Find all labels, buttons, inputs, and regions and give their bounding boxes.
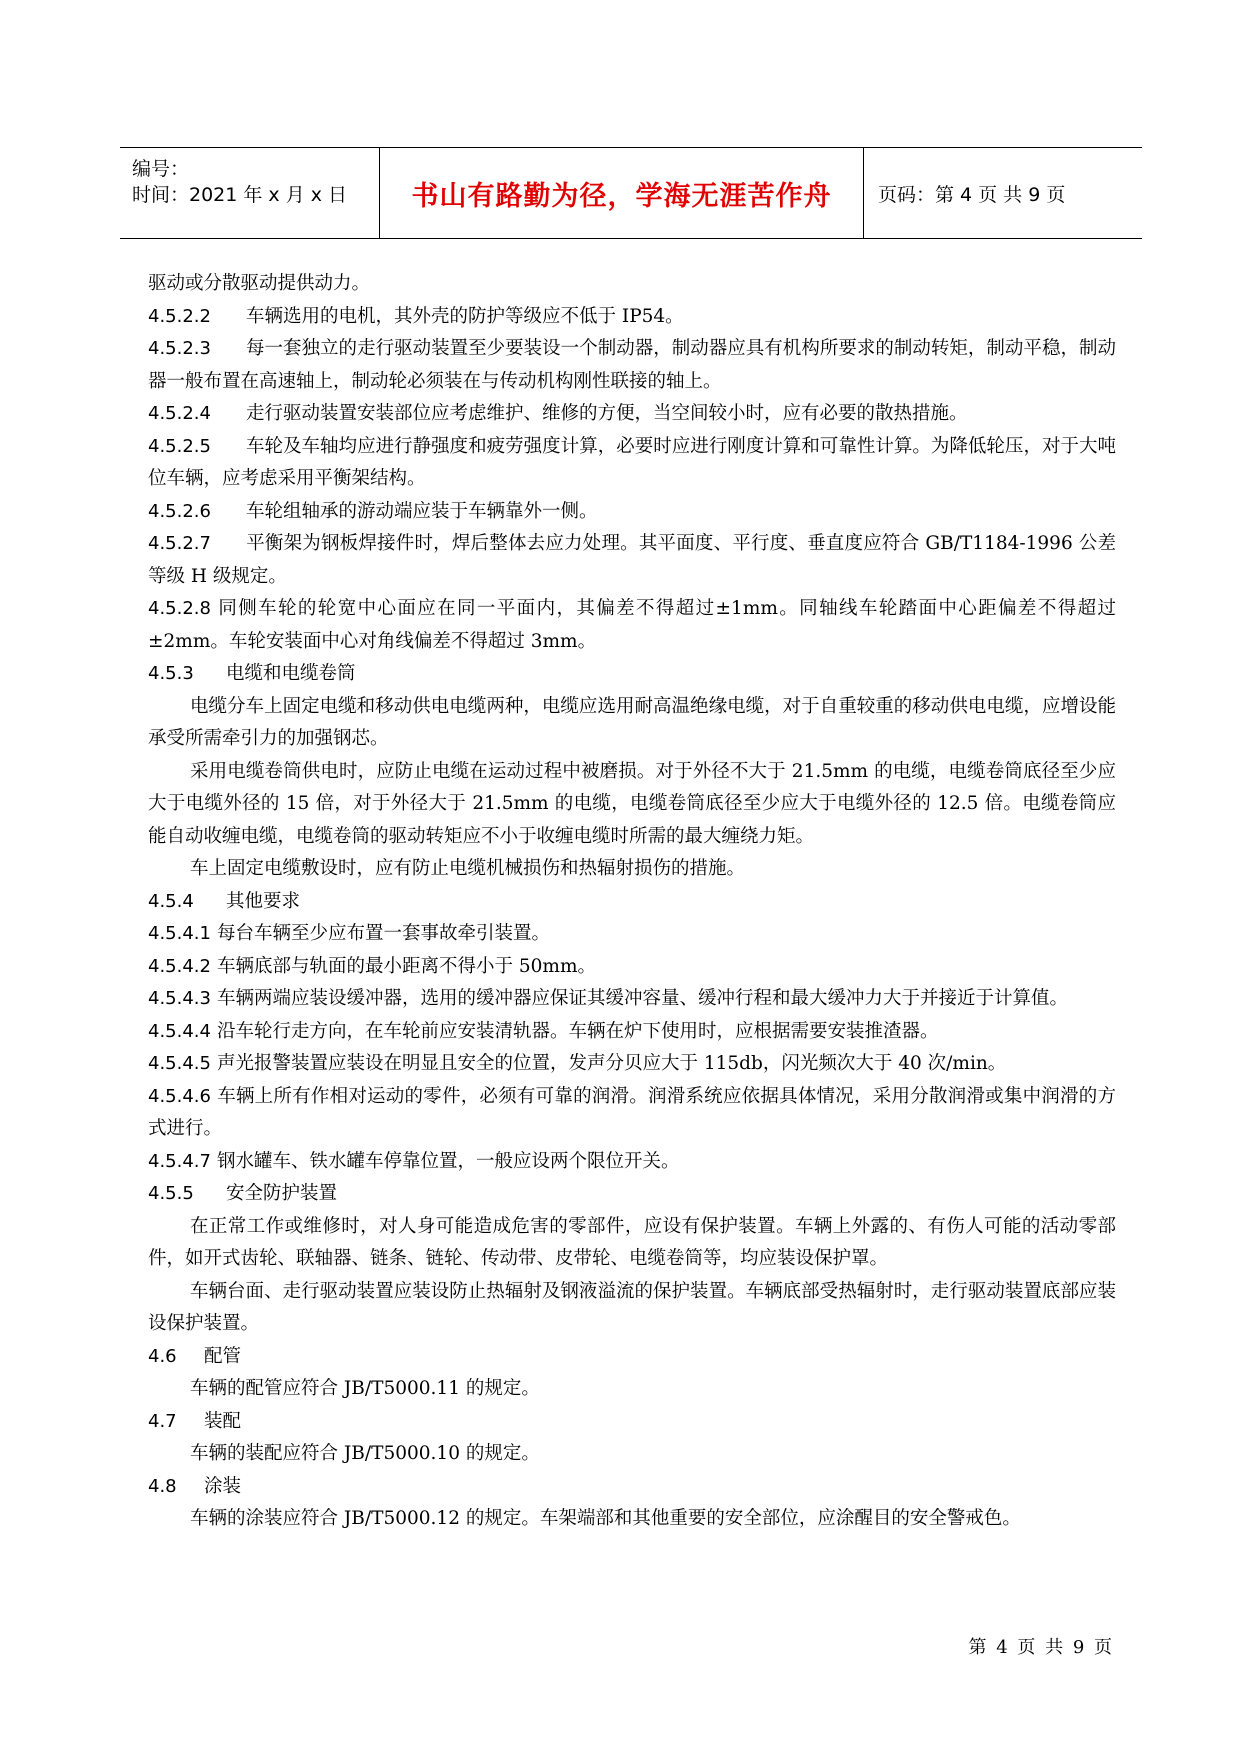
clause-number: 4.5.2.6 xyxy=(148,500,211,522)
section-4-5-4-heading xyxy=(148,886,1116,919)
section-number: 4.5.5 xyxy=(148,1183,194,1204)
paragraph xyxy=(148,268,1116,301)
clause-4-5-2-6 xyxy=(148,496,1116,529)
clause-4-5-2-5 xyxy=(148,431,1116,496)
clause-number: 4.5.2.3 xyxy=(148,338,211,359)
section-title: 配管 xyxy=(204,1345,242,1367)
clause-text: 车辆上所有作相对运动的零件，必须有可靠的润滑。润滑系统应依据具体情况，采用分散润滑或集中润滑的方式进行。 xyxy=(148,1085,1116,1139)
clause-number: 4.5.2.8 xyxy=(148,598,211,619)
clause-4-5-2-2 xyxy=(148,301,1116,334)
clause-text: 车辆两端应装设缓冲器，选用的缓冲器应保证其缓冲容量、缓冲行程和最大缓冲力大于并接近于计算值。 xyxy=(216,988,1068,1009)
clause-text: 每一套独立的走行驱动装置至少要装设一个制动器，制动器应具有机构所要求的制动转矩，制动平稳，制动器一般布置在高速轴上，制动轮必须装在与传动机构刚性联接的轴上。 xyxy=(148,338,1116,392)
clause-text: 每台车辆至少应布置一套事故牵引装置。 xyxy=(216,923,550,944)
clause-text: 车辆选用的电机，其外壳的防护等级应不低于 IP54。 xyxy=(246,305,684,327)
clause-text: 声光报警装置应装设在明显且安全的位置，发声分贝应大于 115db，闪光频次大于 40 次/min。 xyxy=(216,1053,1007,1074)
paragraph xyxy=(148,1276,1116,1341)
section-4-7-heading xyxy=(148,1406,1116,1439)
clause-text: 走行驱动装置安装部位应考虑维护、维修的方便，当空间较小时，应有必要的散热措施。 xyxy=(246,403,968,424)
section-4-5-5-heading xyxy=(148,1178,1116,1211)
clause-text: 平衡架为钢板焊接件时，焊后整体去应力处理。其平面度、平行度、垂直度应符合 GB/T1184-1996 公差等级 H 级规定。 xyxy=(148,533,1116,587)
header-motto: 书山有路勤为径，学海无涯苦作舟 xyxy=(411,180,832,212)
clause-number: 4.5.4.1 xyxy=(148,923,211,944)
clause-text: 车轮组轴承的游动端应装于车辆靠外一侧。 xyxy=(246,500,598,522)
clause-text: 车轮及车轴均应进行静强度和疲劳强度计算，必要时应进行刚度计算和可靠性计算。为降低轮压，对于大吨位车辆，应考虑采用平衡架结构。 xyxy=(148,435,1116,489)
clause-text: 钢水罐车、铁水罐车停靠位置，一般应设两个限位开关。 xyxy=(216,1150,680,1172)
section-4-8-heading xyxy=(148,1471,1116,1504)
paragraph-text: 采用电缆卷筒供电时，应防止电缆在运动过程中被磨损。对于外径不大于 21.5mm 的电缆，电缆卷筒底径至少应大于电缆外径的 15 倍，对于外径大于 21.5mm 的电缆，电缆卷筒底径至少应大于电缆外径的 12.5 倍。电缆卷筒应能自动收缠电缆，电缆卷筒的驱动转矩应不小于收缠电缆时所需的最大缠绕力矩。 xyxy=(148,760,1116,847)
document-body xyxy=(148,268,1116,1536)
paragraph-text: 在正常工作或维修时，对人身可能造成危害的零部件，应设有保护装置。车辆上外露的、有伤人可能的活动零部件，如开式齿轮、联轴器、链条、链轮、传动带、皮带轮、电缆卷筒等，均应装设保护罩。 xyxy=(148,1215,1116,1269)
section-title: 装配 xyxy=(204,1410,242,1432)
header-page-number: 页码：第 4 页 共 9 页 xyxy=(878,183,1066,206)
paragraph xyxy=(148,691,1116,756)
clause-number: 4.5.4.7 xyxy=(148,1150,211,1172)
clause-number: 4.5.2.4 xyxy=(148,403,211,424)
section-4-6-heading xyxy=(148,1341,1116,1374)
header-right-cell xyxy=(864,148,1142,238)
paragraph-text: 车辆的涂装应符合 JB/T5000.12 的规定。车架端部和其他重要的安全部位，应涂醒目的安全警戒色。 xyxy=(190,1508,1021,1529)
paragraph xyxy=(148,1373,1116,1406)
paragraph-text: 车上固定电缆敷设时，应有防止电缆机械损伤和热辐射损伤的措施。 xyxy=(190,858,746,879)
section-number: 4.6 xyxy=(148,1345,177,1367)
paragraph-text: 驱动或分散驱动提供动力。 xyxy=(148,273,371,294)
clause-number: 4.5.4.2 xyxy=(148,955,211,977)
clause-text: 车辆底部与轨面的最小距离不得小于 50mm。 xyxy=(216,955,596,977)
clause-4-5-2-8 xyxy=(148,593,1116,658)
page-header xyxy=(120,147,1142,239)
paragraph xyxy=(148,1211,1116,1276)
clause-4-5-4-4 xyxy=(148,1016,1116,1049)
paragraph-text: 电缆分车上固定电缆和移动供电电缆两种，电缆应选用耐高温绝缘电缆，对于自重较重的移动供电电缆，应增设能承受所需牵引力的加强钢芯。 xyxy=(148,695,1116,749)
clause-4-5-2-3 xyxy=(148,333,1116,398)
paragraph xyxy=(148,1503,1116,1536)
section-title: 涂装 xyxy=(204,1475,242,1497)
clause-number: 4.5.2.2 xyxy=(148,305,211,327)
section-number: 4.8 xyxy=(148,1475,177,1497)
document-time-label: 时间：2021 年 x 月 x 日 xyxy=(132,184,348,206)
section-title: 安全防护装置 xyxy=(226,1183,338,1204)
paragraph xyxy=(148,1438,1116,1471)
paragraph xyxy=(148,853,1116,886)
header-motto-cell xyxy=(379,148,864,238)
clause-number: 4.5.4.3 xyxy=(148,988,211,1009)
clause-4-5-4-2 xyxy=(148,951,1116,984)
page-footer: 第 4 页 共 9 页 xyxy=(968,1637,1114,1658)
clause-4-5-4-3 xyxy=(148,983,1116,1016)
clause-4-5-2-4 xyxy=(148,398,1116,431)
clause-4-5-4-7 xyxy=(148,1146,1116,1179)
paragraph xyxy=(148,756,1116,854)
clause-number: 4.5.4.5 xyxy=(148,1053,211,1074)
section-number: 4.5.4 xyxy=(148,890,194,912)
paragraph-text: 车辆的装配应符合 JB/T5000.10 的规定。 xyxy=(190,1443,540,1464)
paragraph-text: 车辆的配管应符合 JB/T5000.11 的规定。 xyxy=(190,1378,540,1399)
clause-4-5-4-6 xyxy=(148,1081,1116,1146)
clause-text: 沿车轮行走方向，在车轮前应安装清轨器。车辆在炉下使用时，应根据需要安装推渣器。 xyxy=(216,1020,939,1042)
paragraph-text: 车辆台面、走行驱动装置应装设防止热辐射及钢液溢流的保护装置。车辆底部受热辐射时，走行驱动装置底部应装设保护装置。 xyxy=(148,1280,1116,1334)
section-title: 其他要求 xyxy=(226,890,301,912)
section-number: 4.7 xyxy=(148,1410,177,1432)
header-left-cell xyxy=(120,148,379,238)
clause-number: 4.5.2.5 xyxy=(148,435,211,457)
section-title: 电缆和电缆卷筒 xyxy=(226,663,356,684)
clause-number: 4.5.4.4 xyxy=(148,1020,211,1042)
clause-number: 4.5.4.6 xyxy=(148,1085,211,1107)
clause-number: 4.5.2.7 xyxy=(148,533,211,554)
document-code-label: 编号： xyxy=(132,158,190,180)
clause-4-5-2-7 xyxy=(148,528,1116,593)
section-4-5-3-heading xyxy=(148,658,1116,691)
clause-4-5-4-5 xyxy=(148,1048,1116,1081)
section-number: 4.5.3 xyxy=(148,663,194,684)
clause-4-5-4-1 xyxy=(148,918,1116,951)
clause-text: 同侧车轮的轮宽中心面应在同一平面内，其偏差不得超过±1mm。同轴线车轮踏面中心距偏差不得超过±2mm。车轮安装面中心对角线偏差不得超过 3mm。 xyxy=(148,598,1116,652)
